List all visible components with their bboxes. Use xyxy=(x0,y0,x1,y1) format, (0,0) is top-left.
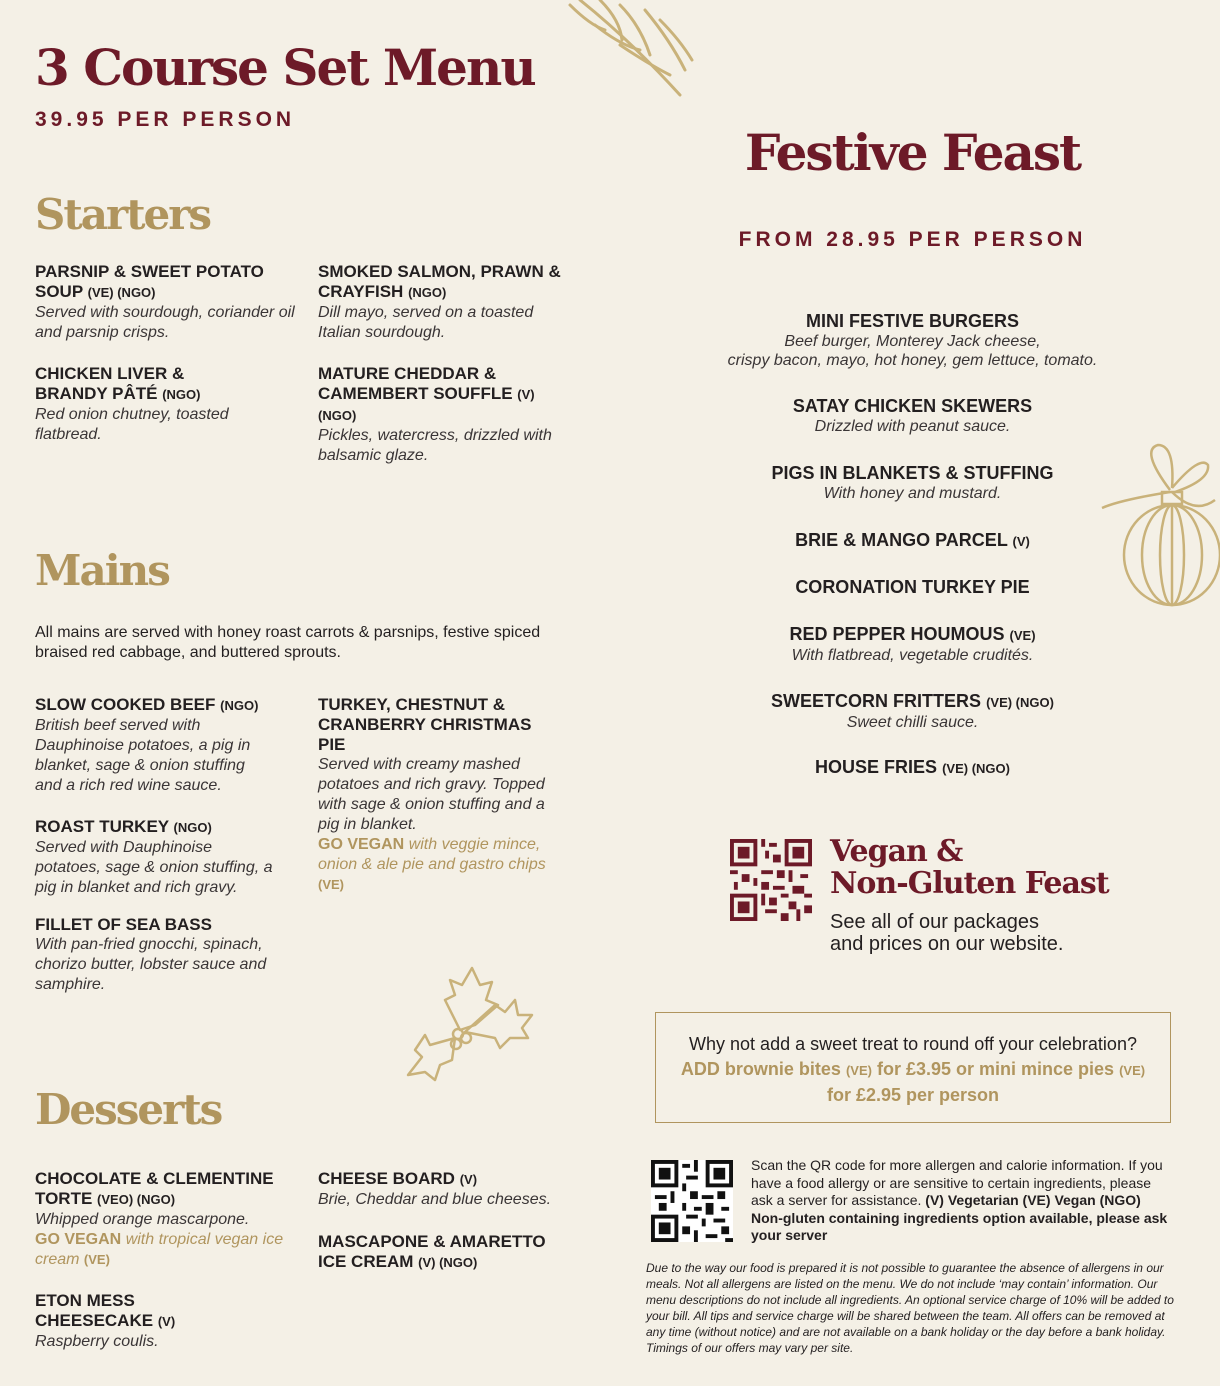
item-name: ETON MESS CHEESECAKE (V) xyxy=(35,1291,176,1330)
item-tags: (VE) (NGO) xyxy=(87,285,156,300)
item-desc: Brie, Cheddar and blue cheeses. xyxy=(318,1191,552,1208)
item-desc: Whipped orange mascarpone. xyxy=(35,1211,250,1228)
menu-item xyxy=(35,1169,290,1270)
menu-item xyxy=(35,695,275,796)
menu-item xyxy=(35,364,255,445)
feast-item xyxy=(660,463,1165,503)
item-desc: crispy bacon, mayo, hot honey, gem lettuce, tomato. xyxy=(727,352,1098,369)
menu-item xyxy=(35,817,275,898)
item-name: ROAST TURKEY (NGO) xyxy=(35,817,212,836)
desserts-heading: Desserts xyxy=(35,1085,222,1134)
set-menu-title: 3 Course Set Menu xyxy=(35,38,535,97)
item-desc: Beef burger, Monterey Jack cheese, xyxy=(784,333,1041,350)
item-name: CHEESE BOARD (V) xyxy=(318,1169,478,1188)
item-desc: Served with sourdough, coriander oil and parsnip crisps. xyxy=(35,304,295,341)
item-desc: Served with creamy mashed potatoes and rich gravy. Topped with sage & onion stuffing and a pig in blanket. xyxy=(318,756,545,833)
item-desc: With flatbread, vegetable crudités. xyxy=(791,647,1034,664)
menu-item xyxy=(318,262,568,343)
offer-line-1: Why not add a sweet treat to round off your celebration? xyxy=(689,1034,1137,1054)
item-desc: British beef served with Dauphinoise potatoes, a pig in blanket, sage & onion stuffing and a rich red wine sauce. xyxy=(35,717,251,794)
item-name: SATAY CHICKEN SKEWERS xyxy=(792,396,1033,416)
allergen-info: Scan the QR code for more allergen and calorie information. If you have a food allergy or are sensitive to certain ingredients, please ask a server for assistance. (V) Vegetarian (VE) Vegan (NGO) Non-gluten containing ingredients option available, please ask your server xyxy=(751,1157,1168,1243)
item-desc: Drizzled with peanut sauce. xyxy=(814,418,1011,435)
item-name: HOUSE FRIES (VE) (NGO) xyxy=(815,757,1010,777)
feast-item xyxy=(660,311,1165,370)
item-tags: (VEO) (NGO) xyxy=(97,1192,176,1207)
item-tags: (V) xyxy=(459,1172,478,1187)
qr-code-icon[interactable] xyxy=(651,1160,733,1242)
feast-item xyxy=(660,691,1165,732)
item-desc: Pickles, watercress, drizzled with balsamic glaze. xyxy=(318,427,552,464)
starters-heading: Starters xyxy=(35,190,210,239)
feast-item xyxy=(660,757,1165,779)
item-name: PARSNIP & SWEET POTATO SOUP (VE) (NGO) xyxy=(35,262,264,301)
menu-item xyxy=(318,1169,578,1210)
item-desc: Sweet chilli sauce. xyxy=(846,714,979,731)
item-tags: (V) (NGO) xyxy=(418,1255,478,1270)
item-name: TURKEY, CHESTNUT & CRANBERRY CHRISTMAS PIE xyxy=(318,695,532,754)
menu-item xyxy=(318,695,563,895)
item-name: BRIE & MANGO PARCEL (V) xyxy=(795,530,1030,550)
item-desc: With pan-fried gnocchi, spinach, chorizo butter, lobster sauce and samphire. xyxy=(35,936,267,993)
set-menu-price: 39.95 PER PERSON xyxy=(35,108,296,131)
sweet-treat-offer xyxy=(655,1012,1171,1123)
go-vegan-note: GO VEGAN with veggie mince, onion & ale pie and gastro chips (VE) xyxy=(318,836,546,892)
feast-item xyxy=(660,577,1165,598)
menu-item xyxy=(35,262,295,343)
item-name: PIGS IN BLANKETS & STUFFING xyxy=(771,463,1054,483)
menu-item xyxy=(318,364,568,466)
item-name: RED PEPPER HOUMOUS (VE) xyxy=(789,624,1036,644)
item-name: SLOW COOKED BEEF (NGO) xyxy=(35,695,259,714)
feast-item xyxy=(660,396,1165,436)
item-tags: (NGO) xyxy=(173,820,212,835)
bauble-icon xyxy=(1100,440,1220,610)
item-name: CORONATION TURKEY PIE xyxy=(795,577,1030,597)
item-desc: Red onion chutney, toasted flatbread. xyxy=(35,406,229,443)
festive-feast-title: Festive Feast xyxy=(744,123,1081,182)
vegan-feast-title: Vegan & Non-Gluten Feast xyxy=(830,834,1109,901)
item-name: MASCAPONE & AMARETTO ICE CREAM (V) (NGO) xyxy=(318,1232,546,1271)
festive-feast-price: FROM 28.95 PER PERSON xyxy=(738,228,1087,251)
item-name: MATURE CHEDDAR & CAMEMBERT SOUFFLE (V) (NGO) xyxy=(318,364,535,423)
qr-code-icon[interactable] xyxy=(730,839,812,921)
feast-item xyxy=(660,530,1165,552)
item-desc: Raspberry coulis. xyxy=(35,1333,159,1350)
offer-line-3: for £2.95 per person xyxy=(826,1085,1000,1105)
item-name: MINI FESTIVE BURGERS xyxy=(805,311,1020,331)
item-name: FILLET OF SEA BASS xyxy=(35,915,212,934)
item-tags: (V) xyxy=(157,1314,176,1329)
mains-heading: Mains xyxy=(35,546,169,595)
item-name: SMOKED SALMON, PRAWN & CRAYFISH (NGO) xyxy=(318,262,561,301)
disclaimer: Due to the way our food is prepared it is not possible to guarantee the absence of allergens in our meals. Not all allergens are listed on the menu. We do not include ‘may contain’ information. Our menu descriptions do not include all ingredients. An optional service charge of 10% will be added to your bill. All tips and service charge will be shared between the team. All offers can be removed at any time (without notice) and are not available on a bank holiday or the day before a bank holiday. Timings of our offers may vary per site. xyxy=(646,1261,1174,1355)
item-name: SWEETCORN FRITTERS (VE) (NGO) xyxy=(771,691,1054,711)
feast-item xyxy=(660,624,1165,665)
menu-item xyxy=(35,1291,235,1352)
item-desc: Dill mayo, served on a toasted Italian sourdough. xyxy=(318,304,534,341)
item-name: CHOCOLATE & CLEMENTINE TORTE (VEO) (NGO) xyxy=(35,1169,274,1208)
item-desc: With honey and mustard. xyxy=(823,485,1002,502)
go-vegan-note: GO VEGAN with tropical vegan ice cream (VE) xyxy=(35,1231,284,1268)
offer-line-2: ADD brownie bites (VE) for £3.95 or mini mince pies (VE) xyxy=(680,1059,1146,1079)
menu-item xyxy=(35,915,285,995)
vegan-feast-text: See all of our packages and prices on our website. xyxy=(830,911,1064,955)
item-tags: (V) (NGO) xyxy=(318,387,535,423)
mains-intro: All mains are served with honey roast carrots & parsnips, festive spiced braised red cabbage, and buttered sprouts. xyxy=(35,624,541,661)
holly-icon xyxy=(400,960,540,1090)
menu-item xyxy=(318,1232,568,1273)
item-tags: (NGO) xyxy=(162,387,201,402)
item-tags: (NGO) xyxy=(220,698,259,713)
item-tags: (NGO) xyxy=(408,285,447,300)
pine-branch-icon xyxy=(560,0,700,100)
item-desc: Served with Dauphinoise potatoes, sage & onion stuffing, a pig in blanket and rich gravy. xyxy=(35,839,273,896)
item-name: CHICKEN LIVER & BRANDY PÂTÉ (NGO) xyxy=(35,364,201,403)
